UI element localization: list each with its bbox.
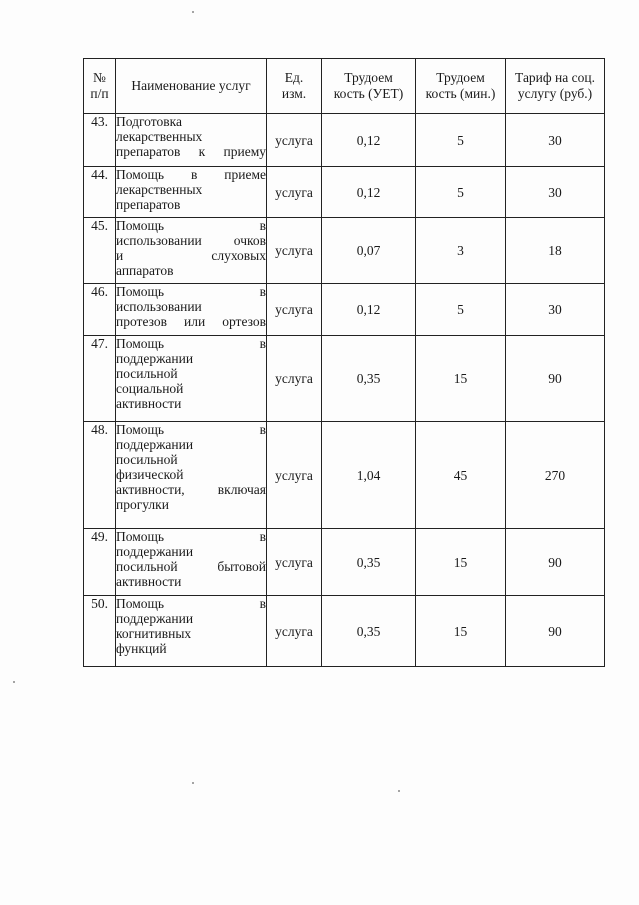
service-name-line: прогулки: [116, 497, 169, 512]
header-tariff: Тариф на соц. услугу (руб.): [506, 59, 605, 114]
minutes-value: 5: [416, 284, 506, 336]
service-name: [116, 218, 267, 284]
unit-value: услуга: [267, 422, 322, 529]
service-name-line: посильной: [116, 366, 178, 381]
service-name-line: посильной: [116, 452, 178, 467]
service-name-line: использовании очков: [116, 233, 266, 248]
uet-value: 0,12: [322, 114, 416, 167]
service-name-line: посильной бытовой: [116, 559, 266, 574]
tariff-value: 30: [506, 284, 605, 336]
unit-value: услуга: [267, 596, 322, 667]
service-name-line: активности: [116, 574, 182, 589]
table-row: [84, 114, 605, 167]
minutes-value: 15: [416, 529, 506, 596]
uet-value: 0,12: [322, 167, 416, 218]
service-name: [116, 529, 267, 596]
tariff-value: 90: [506, 336, 605, 422]
service-name-line: активности: [116, 396, 182, 411]
minutes-value: 3: [416, 218, 506, 284]
service-name-line: Помощь в: [116, 336, 266, 351]
tariff-value: 18: [506, 218, 605, 284]
table-header-row: [84, 59, 605, 114]
service-name-line: активности, включая: [116, 482, 266, 497]
table-row: [84, 284, 605, 336]
unit-value: услуга: [267, 529, 322, 596]
service-name-line: аппаратов: [116, 263, 174, 278]
minutes-value: 15: [416, 596, 506, 667]
service-name-line: поддержании: [116, 611, 194, 626]
row-number: 46.: [84, 284, 116, 336]
minutes-value: 5: [416, 114, 506, 167]
table-row: [84, 529, 605, 596]
service-name-line: Помощь в приеме: [116, 167, 266, 182]
unit-value: услуга: [267, 284, 322, 336]
unit-value: услуга: [267, 114, 322, 167]
service-name-line: поддержании: [116, 544, 194, 559]
service-name-line: функций: [116, 641, 167, 656]
service-name-line: когнитивных: [116, 626, 192, 641]
service-name-line: препаратов к приему: [116, 144, 266, 159]
uet-value: 0,07: [322, 218, 416, 284]
table-row: [84, 167, 605, 218]
unit-value: услуга: [267, 336, 322, 422]
uet-value: 0,35: [322, 336, 416, 422]
uet-value: 0,35: [322, 529, 416, 596]
service-name-line: использовании: [116, 299, 202, 314]
service-name-line: физической: [116, 467, 184, 482]
unit-value: услуга: [267, 167, 322, 218]
table-row: [84, 422, 605, 529]
tariff-value: 90: [506, 596, 605, 667]
service-name-line: и слуховых: [116, 248, 266, 263]
service-name-line: Помощь в: [116, 218, 266, 233]
header-num: № п/п: [84, 59, 116, 114]
uet-value: 1,04: [322, 422, 416, 529]
service-name: [116, 167, 267, 218]
service-name-line: Помощь в: [116, 596, 266, 611]
service-name-line: социальной: [116, 381, 184, 396]
service-name-line: препаратов: [116, 197, 181, 212]
header-uet: Трудоем кость (УЕТ): [322, 59, 416, 114]
row-number: 44.: [84, 167, 116, 218]
row-number: 48.: [84, 422, 116, 529]
table-row: [84, 596, 605, 667]
service-name-line: поддержании: [116, 437, 194, 452]
table-row: [84, 218, 605, 284]
row-number: 49.: [84, 529, 116, 596]
service-name-line: Помощь в: [116, 284, 266, 299]
header-unit: Ед. изм.: [267, 59, 322, 114]
row-number: 45.: [84, 218, 116, 284]
table-row: [84, 336, 605, 422]
service-name-line: лекарственных: [116, 129, 203, 144]
tariff-value: 90: [506, 529, 605, 596]
table-body: [84, 114, 605, 667]
service-name: [116, 422, 267, 529]
row-number: 43.: [84, 114, 116, 167]
header-minutes: Трудоем кость (мин.): [416, 59, 506, 114]
service-name: [116, 336, 267, 422]
tariff-value: 270: [506, 422, 605, 529]
uet-value: 0,35: [322, 596, 416, 667]
service-name-line: Подготовка: [116, 114, 182, 129]
service-name: [116, 114, 267, 167]
service-name-line: Помощь в: [116, 529, 266, 544]
minutes-value: 15: [416, 336, 506, 422]
tariff-value: 30: [506, 114, 605, 167]
uet-value: 0,12: [322, 284, 416, 336]
service-name: [116, 596, 267, 667]
service-name-line: протезов или ортезов: [116, 314, 266, 329]
service-name-line: лекарственных: [116, 182, 203, 197]
minutes-value: 5: [416, 167, 506, 218]
tariff-value: 30: [506, 167, 605, 218]
service-name-line: Помощь в: [116, 422, 266, 437]
minutes-value: 45: [416, 422, 506, 529]
service-name: [116, 284, 267, 336]
service-name-line: поддержании: [116, 351, 194, 366]
services-tariff-table: [83, 58, 605, 667]
row-number: 47.: [84, 336, 116, 422]
unit-value: услуга: [267, 218, 322, 284]
row-number: 50.: [84, 596, 116, 667]
header-name: Наименование услуг: [116, 59, 267, 114]
